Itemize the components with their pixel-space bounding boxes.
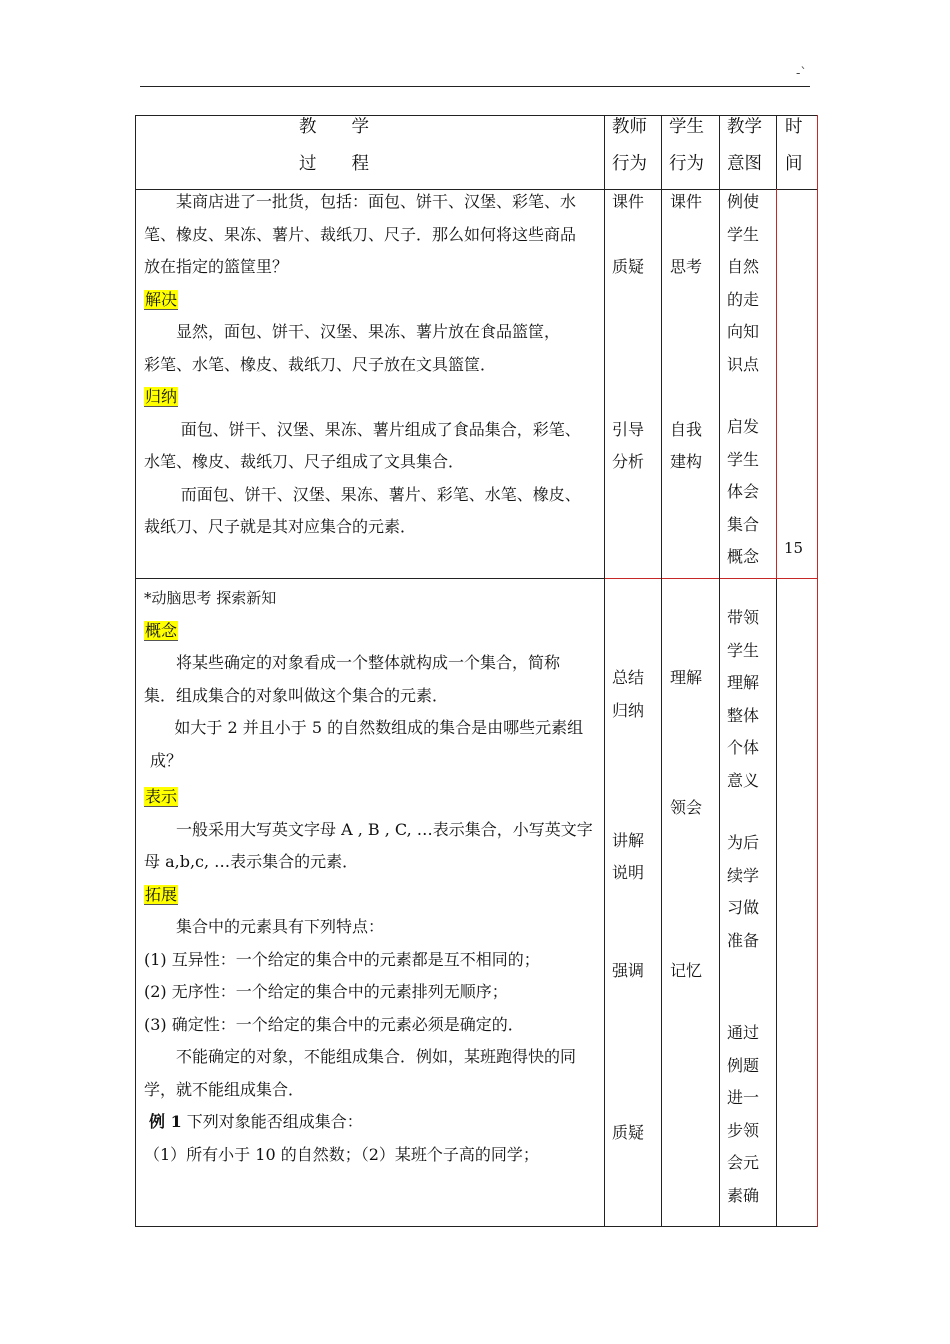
header-intent: 教学 意图: [727, 117, 762, 174]
section-label-notation: 表示: [145, 787, 178, 806]
list-item: (2) 无序性：一个给定的集合中的元素排列无顺序；: [144, 982, 508, 1001]
example-line: 例 1 下列对象能否组成集合：: [149, 1112, 363, 1131]
page-header-mark: -`: [796, 66, 807, 81]
header-process: [299, 109, 499, 183]
paragraph: 面包、饼干、汉堡、果冻、薯片组成了食品集合，彩笔、: [180, 419, 581, 439]
section-label-summary: 归纳: [145, 387, 178, 406]
section-heading: *动脑思考 探索新知: [144, 589, 277, 607]
paragraph: 母 a,b,c, …表示集合的元素．: [144, 852, 359, 871]
header-student: 学生 行为: [669, 117, 704, 174]
paragraph: 成？: [150, 750, 183, 770]
table-border-bottom: [135, 1226, 818, 1227]
row2-process-text: [144, 582, 599, 1171]
header-process-line2: 过 程: [299, 154, 369, 174]
header-process-line1: 教 学: [299, 117, 369, 137]
row2-teacher-actions: 总结 归纳 讲解 说明 强调 质疑: [612, 668, 645, 1142]
paragraph: 不能确定的对象，不能组成集合．例如，某班跑得快的同: [176, 1047, 577, 1066]
paragraph: 一般采用大写英文字母 A , B , C, …表示集合，小写英文字: [176, 819, 593, 839]
col-divider-1: [604, 115, 605, 1227]
paragraph: 如大于 2 并且小于 5 的自然数组成的集合是由哪些元素组: [174, 718, 584, 737]
lesson-table: [135, 115, 818, 1228]
section-label-extension: 拓展: [145, 884, 178, 904]
row1-process-text: [144, 186, 599, 544]
list-item: (1) 互异性：一个给定的集合中的元素都是互不相同的；: [144, 949, 540, 969]
paragraph: 学，就不能组成集合．: [144, 1079, 305, 1099]
paragraph: 笔、橡皮、果冻、薯片、裁纸刀、尺子．那么如何将这些商品: [144, 224, 577, 244]
time-col-divider: [776, 189, 777, 579]
paragraph: 某商店进了一批货，包括：面包、饼干、汉堡、彩笔、水: [176, 192, 577, 211]
section-label-solve: 解决: [145, 289, 178, 309]
paragraph: 将某些确定的对象看成一个整体就构成一个集合，简称: [176, 653, 561, 672]
paragraph: 集合中的元素具有下列特点：: [176, 917, 385, 936]
row1-time: 15: [784, 539, 804, 557]
header-rule: [140, 86, 810, 87]
row1-teacher-actions: 课件 质疑 引导 分析: [612, 192, 645, 471]
paragraph: 显然，面包、饼干、汉堡、果冻、薯片放在食品篮筐，: [176, 322, 561, 341]
row-divider-right: [604, 578, 818, 579]
col-divider-3: [719, 115, 720, 1227]
paragraph: 水笔、橡皮、裁纸刀、尺子组成了文具集合．: [144, 452, 465, 471]
row1-student-actions: 课件 思考 自我 建构: [670, 192, 703, 471]
col-divider-2: [661, 115, 662, 1227]
row2-student-actions: 理解 领会 记忆: [670, 668, 703, 980]
header-teacher: 教师 行为: [612, 117, 647, 174]
paragraph: 而面包、饼干、汉堡、果冻、薯片、彩笔、水笔、橡皮、: [180, 484, 581, 504]
example-label: 例 1: [149, 1112, 182, 1131]
paragraph: （1）所有小于 10 的自然数；（2）某班个子高的同学；: [144, 1144, 539, 1164]
table-border-left: [135, 115, 136, 1227]
header-time: 时 间: [785, 117, 803, 174]
row1-teaching-intent: 例使 学生 自然 的走 向知 识点 启发 学生 体会 集合 概念: [727, 192, 760, 566]
table-border-right: [817, 115, 818, 1227]
section-label-concept: 概念: [145, 620, 178, 640]
paragraph: 集．组成集合的对象叫做这个集合的元素．: [144, 685, 449, 705]
paragraph: 放在指定的篮筐里？: [144, 257, 289, 276]
row2-teaching-intent: 带领 学生 理解 整体 个体 意义 为后 续学 习做 准备 通过 例题 进一 步领 会元 素确: [727, 608, 760, 1205]
paragraph: 彩笔、水笔、橡皮、裁纸刀、尺子放在文具篮筐．: [144, 354, 497, 374]
paragraph: 裁纸刀、尺子就是其对应集合的元素．: [144, 517, 417, 536]
list-item: (3) 确定性：一个给定的集合中的元素必须是确定的．: [144, 1014, 524, 1034]
